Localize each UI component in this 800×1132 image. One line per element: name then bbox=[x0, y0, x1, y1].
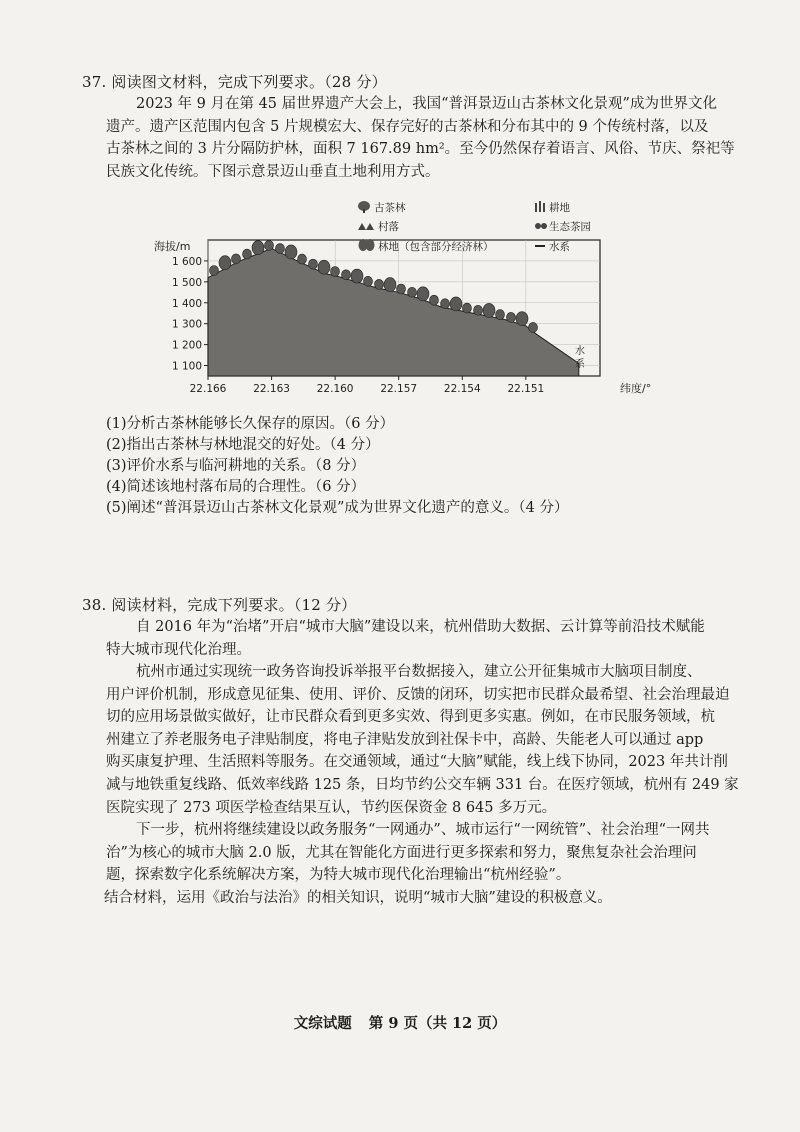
y-tick-label: 1 400 bbox=[171, 297, 202, 310]
tree-symbol bbox=[252, 241, 264, 255]
tree-symbol bbox=[483, 303, 495, 317]
tree-symbol bbox=[342, 270, 351, 280]
x-tick-label: 22.157 bbox=[380, 383, 418, 395]
x-tick-label: 22.163 bbox=[253, 383, 290, 395]
page-footer bbox=[0, 1012, 800, 1033]
legend-eco-tea-garden bbox=[535, 220, 591, 233]
tree-symbol bbox=[298, 254, 307, 264]
legend-label: 林地（包含部分经济林） bbox=[378, 241, 494, 253]
q38-line: 购买康复护理、生活照料等服务。在交通领域，通过“大脑”赋能，线上线下协同，2023 年共计削 bbox=[106, 754, 728, 771]
q38-line: 用户评价机制，形成意见征集、使用、评价、反馈的闭环，切实把市民群众最希望、社会治理最迫 bbox=[106, 686, 730, 703]
y-tick-label: 1 500 bbox=[171, 276, 202, 289]
footer-page-number: 第 9 页（共 12 页） bbox=[368, 1015, 507, 1032]
legend-tea-tree bbox=[358, 201, 406, 214]
tree-symbol bbox=[516, 312, 528, 326]
water-label: 水 bbox=[575, 346, 585, 357]
q38-line: 杭州市通过实现统一政务咨询投诉举报平台数据接入，建立公开征集城市大脑项目制度、 bbox=[136, 664, 702, 680]
q38-line: 切的应用场景做实做好，让市民群众看到更多实效、得到更多实惠。例如，在市民服务领域，杭 bbox=[106, 709, 715, 726]
village-icon bbox=[358, 223, 374, 230]
q38-line: 减与地铁重复线路、低效率线路 125 条，日均节约公交车辆 331 台。在医疗领域，杭州有 249 家 bbox=[106, 776, 739, 793]
legend bbox=[358, 201, 591, 253]
y-tick-label: 1 100 bbox=[171, 360, 202, 373]
q37-intro-line: 古茶林之间的 3 片分隔防护林，面积 7 167.89 hm²。至今仍然保存着语言、风俗、节庆、祭祀等 bbox=[106, 141, 735, 158]
tree-symbol bbox=[219, 256, 231, 270]
q38-line: 医院实现了 273 项医学检查结果互认，节约医保资金 8 645 多万元。 bbox=[106, 799, 557, 816]
y-tick-label: 1 300 bbox=[171, 318, 202, 331]
footer-subject: 文综试题 bbox=[293, 1015, 352, 1032]
legend-label: 耕地 bbox=[549, 202, 570, 214]
tree-symbol bbox=[375, 279, 384, 289]
q37-questions bbox=[106, 414, 568, 519]
legend-farmland bbox=[535, 201, 570, 214]
q38-title: 38. 阅读材料，完成下列要求。（12 分） bbox=[82, 596, 357, 614]
q38-line: 下一步，杭州将继续建设以政务服务“一网通办”、城市运行“一网统管”、社会治理“一网共 bbox=[136, 822, 710, 838]
forest-icon bbox=[359, 239, 375, 251]
y-tick-label: 1 200 bbox=[171, 339, 202, 352]
tree-symbol bbox=[265, 240, 274, 250]
tree-symbol bbox=[397, 284, 406, 294]
q38-line: 自 2016 年为“治堵”开启“城市大脑”建设以来，杭州借助大数据、云计算等前沿技术赋能 bbox=[136, 619, 705, 635]
x-axis-label: 纬度/° bbox=[620, 382, 652, 395]
tree-symbol bbox=[507, 312, 516, 322]
water-label: 系 bbox=[575, 359, 585, 370]
y-axis bbox=[172, 256, 208, 373]
tree-symbol bbox=[417, 287, 429, 301]
q37-title: 37. 阅读图文材料，完成下列要求。（28 分） bbox=[82, 73, 387, 91]
legend-label: 生态茶园 bbox=[549, 221, 591, 233]
tree-symbol bbox=[351, 269, 363, 283]
eco-tea-garden-icon bbox=[535, 223, 547, 229]
q37-intro-line: 2023 年 9 月在第 45 届世界遗产大会上，我国“普洱景迈山古茶林文化景观”成为世界文化 bbox=[136, 96, 717, 112]
q37-question-item: (4)简述该地村落布局的合理性。（6 分） bbox=[106, 479, 366, 495]
tree-symbol bbox=[364, 276, 373, 286]
q38-task bbox=[104, 887, 724, 910]
q37-question-item: (1)分析古茶林能够长久保存的原因。（6 分） bbox=[106, 416, 395, 432]
legend-water bbox=[535, 240, 570, 253]
legend-label: 村落 bbox=[378, 221, 399, 233]
q38-paragraph-3 bbox=[106, 819, 722, 887]
q37-question-item: (2)指出古茶林与林地混交的好处。（4 分） bbox=[106, 437, 380, 453]
elevation-profile-figure bbox=[150, 190, 670, 415]
x-tick-label: 22.151 bbox=[507, 383, 545, 395]
q38-paragraph-2 bbox=[106, 661, 739, 819]
tree-symbol bbox=[210, 266, 219, 276]
tree-symbol bbox=[243, 249, 252, 259]
legend-forest bbox=[359, 239, 494, 253]
x-tick-label: 22.166 bbox=[189, 383, 227, 395]
q38-paragraph-1 bbox=[106, 616, 722, 661]
q38-task-text: 结合材料，运用《政治与法治》的相关知识，说明“城市大脑”建设的积极意义。 bbox=[104, 890, 612, 906]
tree-symbol bbox=[331, 267, 340, 277]
tree-symbol bbox=[450, 297, 462, 311]
tree-symbol bbox=[496, 310, 505, 320]
legend-label: 水系 bbox=[549, 241, 570, 253]
tree-symbol bbox=[285, 245, 297, 259]
tree-symbol bbox=[384, 278, 396, 292]
q37-question-item: (3)评价水系与临河耕地的关系。（8 分） bbox=[106, 458, 366, 474]
tree-symbol bbox=[309, 259, 318, 269]
legend-village bbox=[358, 220, 399, 233]
tree-symbol bbox=[441, 299, 450, 309]
y-tick-label: 1 600 bbox=[171, 255, 202, 268]
farmland-icon bbox=[535, 201, 545, 212]
q38-line: 题，探索数字化系统解决方案，为特大城市现代化治理输出“杭州经验”。 bbox=[106, 867, 571, 884]
tea-tree-icon bbox=[358, 201, 370, 213]
tree-symbol bbox=[529, 322, 538, 332]
x-tick-label: 22.160 bbox=[316, 383, 354, 395]
y-axis-label: 海拔/m bbox=[154, 240, 191, 253]
tree-symbol bbox=[318, 260, 330, 274]
x-tick-label: 22.154 bbox=[443, 383, 481, 395]
tree-symbol bbox=[430, 295, 439, 305]
tree-symbol bbox=[408, 287, 417, 297]
q38-line: 治”为核心的城市大脑 2.0 版，尤其在智能化方面进行更多探索和努力，聚焦复杂社会治理问 bbox=[106, 844, 697, 861]
x-axis bbox=[190, 376, 545, 395]
q38-line: 州建立了养老服务电子津贴制度，将电子津贴发放到社保卡中，高龄、失能老人可以通过 app bbox=[106, 731, 704, 748]
legend-label: 古茶林 bbox=[374, 202, 406, 214]
q37-intro bbox=[106, 93, 735, 183]
q38-line: 特大城市现代化治理。 bbox=[106, 641, 251, 658]
tree-symbol bbox=[463, 303, 472, 313]
q37-question-item: (5)阐述“普洱景迈山古茶林文化景观”成为世界文化遗产的意义。（4 分） bbox=[106, 500, 569, 516]
q37-intro-line: 民族文化传统。下图示意景迈山垂直土地利用方式。 bbox=[106, 163, 440, 180]
tree-symbol bbox=[232, 254, 241, 264]
q37-intro-line: 遗产。遗产区范围内包含 5 片规模宏大、保存完好的古茶林和分布其中的 9 个传统村落，以及 bbox=[106, 118, 709, 135]
tree-symbol bbox=[474, 305, 483, 315]
tree-symbol bbox=[276, 244, 285, 254]
